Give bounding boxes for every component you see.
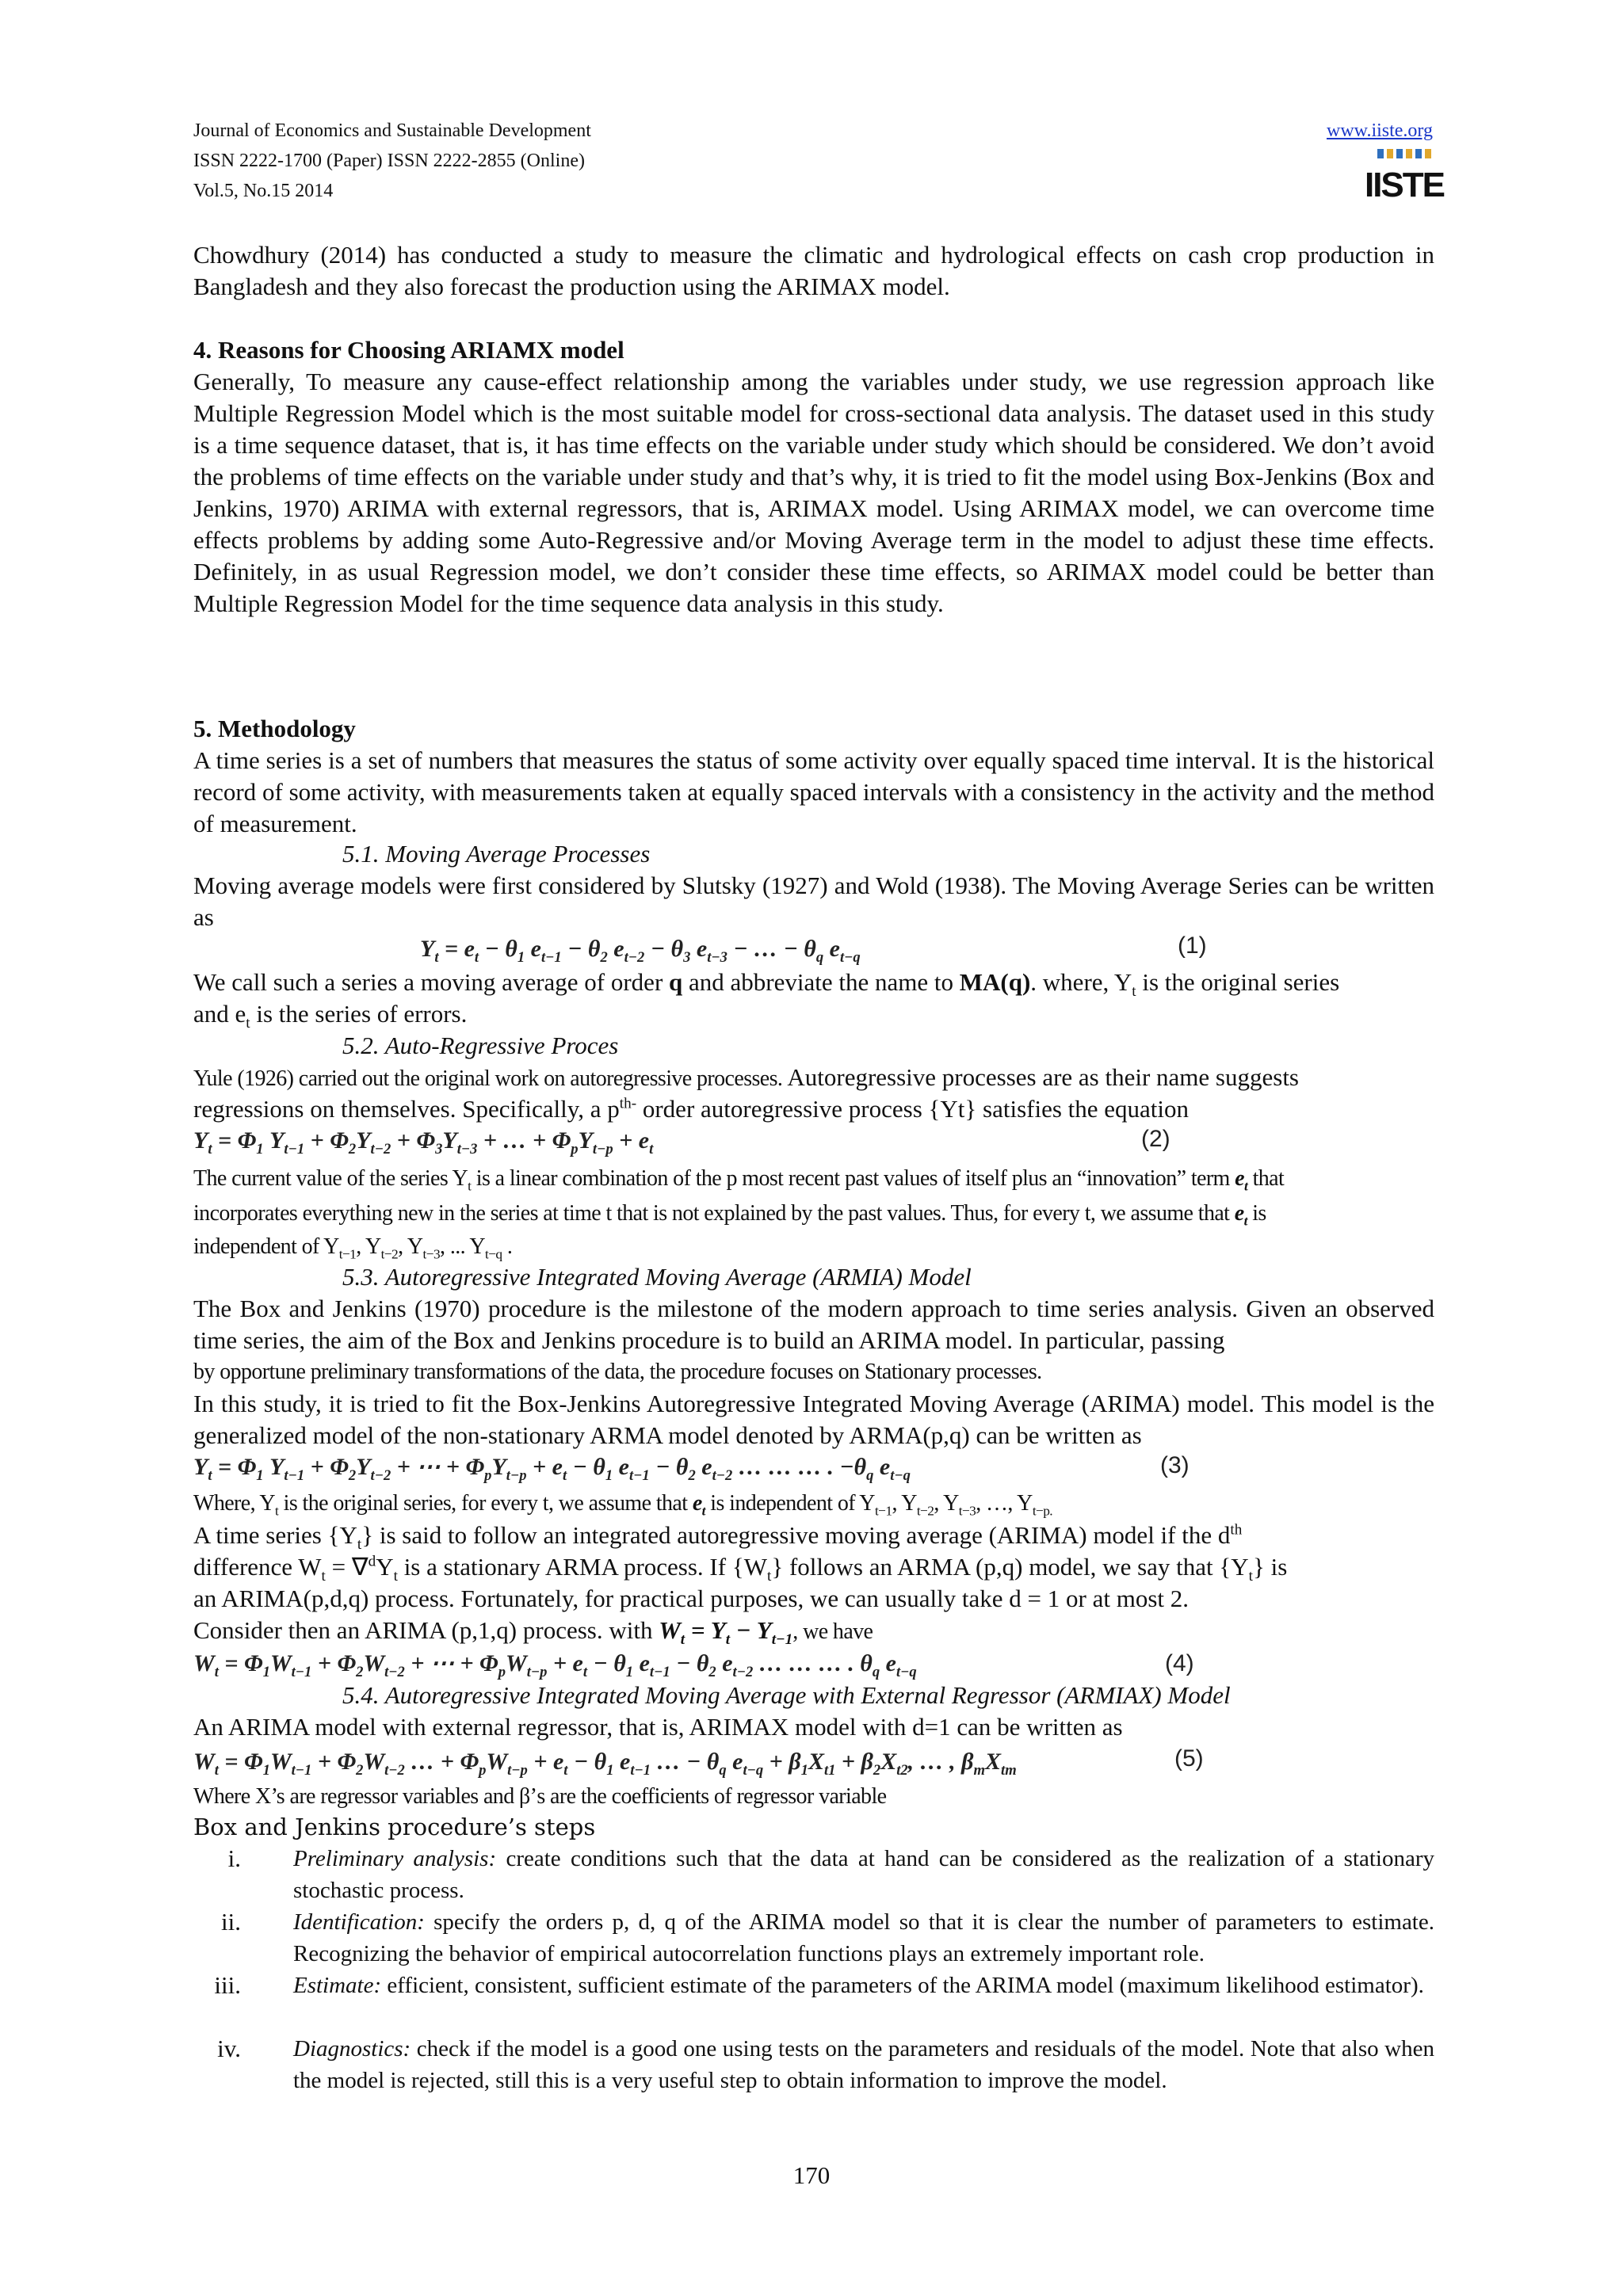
subsection-5-3-title: 5.3. Autoregressive Integrated Moving Average (ARMIA) Model (342, 1263, 972, 1291)
arima-def-line-2: difference $W_t = \nabla^dY_t$ is a stationary ARMA process. If $\{W_t\}$ follows an ARMA (p,q) model, we say that $\{Y_t\}$ is (193, 1553, 1288, 1585)
intro-paragraph: Chowdhury (2014) has conducted a study to measure the climatic and hydrological effects on cash crop production in Bangladesh and they also forecast the production using the ARIMAX model. (193, 241, 1434, 300)
section-4-heading: 4. Reasons for Choosing ARIAMX model (193, 336, 624, 364)
box-jenkins-line-3: by opportune preliminary transformations of the data, the procedure focuses on Stationary processes. (193, 1360, 1042, 1384)
step-4-number: iv. (217, 2035, 241, 2062)
arima-def-line-1: A time series $\{Y_t\}$ is said to follow an integrated autoregressive moving average (ARIMA) model if the $d^{th}$ (193, 1521, 1243, 1554)
step-3-text: Estimate: efficient, consistent, sufficient estimate of the parameters of the ARIMA model (maximum likelihood estimator). (293, 1973, 1424, 1998)
section-4-paragraph: Generally, To measure any cause-effect relationship among the variables under study, we use regression approach like Multiple Regression Model which is the most suitable model for cross-sectional data analysis. The dataset used in this study is a time sequence dataset, that is, it has time effects on the variable under study which should be considered. We don’t avoid the problems of time effects on the variable under study and that’s why, it is tried to fit the model using Box-Jenkins (Box and Jenkins, 1970) ARIMA with external regressors, that is, ARIMAX model. Using ARIMAX model, we can overcome time effects problems by adding some Auto-Regressive and/or Moving Average term in the model to adjust these time effects. Definitely, in as usual Regression model, we don’t consider these time effects, so ARIMAX model could be better than Multiple Regression Model for the time sequence data analysis in this study. (193, 368, 1434, 617)
journal-volume: Vol.5, No.15 2014 (193, 181, 334, 201)
step-1-number: i. (227, 1844, 241, 1872)
equation-3-number: (3) (1160, 1452, 1190, 1478)
journal-header (193, 116, 591, 206)
arima-def-line-3: an ARIMA(p,d,q) process. Fortunately, for practical purposes, we can usually take d = 1 or at most 2. (193, 1585, 1190, 1612)
equation-4-number: (4) (1165, 1650, 1194, 1676)
equation-1-number: (1) (1178, 933, 1207, 959)
page-number: 170 (792, 2161, 831, 2189)
step-3-number: iii. (214, 1971, 241, 1999)
step-2-number: ii. (221, 1908, 241, 1936)
equation-2: $Y_t = \Phi_1$ $Y_{t-1} + \Phi_2Y_{t-2} + \Phi_3Y_{t-3}$ + … + $\Phi_pY_{t-p} + e_t$ (193, 1127, 654, 1158)
ar-intro-line: Yule (1926) carried out the original work on autoregressive processes. Autoregressive processes are as their name suggests (193, 1063, 1299, 1091)
iiste-logo-icon (1364, 149, 1445, 204)
arima-where-line: Where, $Y_t$ is the original series, for every t, we assume that $e_t$ is independent of $Y_{t-1}$, $Y_{t-2}$, $Y_{t-3}$, …, $Y_{t-p.}$ (193, 1491, 1053, 1519)
ma-definition-line: We call such a series a moving average of order q and abbreviate the name to MA(q). where, $Y_t$ is the original series (193, 968, 1340, 1001)
box-jenkins-paragraph: The Box and Jenkins (1970) procedure is the milestone of the modern approach to time series analysis. Given an observed time series, the aim of the Box and Jenkins procedure is to build an ARIMA model. In particular, passing (193, 1295, 1434, 1354)
arima-def-line-4: Consider then an ARIMA (p,1,q) process. with $W_t = Y_t - Y_{t-1}$, we have (193, 1616, 873, 1649)
subsection-5-2-title: 5.2. Auto-Regressive Proces (342, 1032, 619, 1059)
section-5-paragraph: A time series is a set of numbers that measures the status of some activity over equally spaced time interval. It is the historical record of some activity, with measurements taken at equally spaced intervals with a consistency in the activity and the method of measurement. (193, 746, 1434, 837)
equation-1: $Y_t = e_t - \theta_1$ $e_{t-1} - \theta_2$ $e_{t-2} - \theta_3$ $e_{t-3}$ − … − $\theta_q$ $e_{t-q}$ (420, 936, 861, 966)
section-5-heading: 5. Methodology (193, 715, 356, 742)
ar-order-line: regressions on themselves. Specifically, a $p^{th-}$ order autoregressive process {Yt} satisfies the equation (193, 1095, 1190, 1123)
arimax-intro-line: An ARIMA model with external regressor, that is, ARIMAX model with d=1 can be written as (193, 1713, 1123, 1741)
equation-5: $W_t = \Phi_1W_{t-1} + \Phi_2W_{t-2}$ … + $\Phi_pW_{t-p} + e_t - \theta_1$ $e_{t-1}$ … − $\theta_q$ $e_{t-q} + \beta_1X_{t1} + \beta_2X_{t2}$, … , $\beta_mX_{tm}$ (193, 1749, 1017, 1779)
equation-4: $W_t = \Phi_1W_{t-1} + \Phi_2W_{t-2}$ + ⋯ + $\Phi_pW_{t-p} + e_t - \theta_1$ $e_{t-1} - \theta_2$ $e_{t-2}$ … … … . $\theta_q$ $e_{t-q}$ (193, 1650, 917, 1680)
svg-text:IISTE: IISTE (1364, 166, 1445, 204)
step-2-text: Identification: specify the orders p, d, q of the ARIMA model so that it is clear the number of parameters to estimate. Recognizing the behavior of empirical autocorrelation functions plays an extremely important role. (293, 1909, 1434, 1966)
ma-intro-paragraph: Moving average models were first considered by Slutsky (1927) and Wold (1938). The Moving Average Series can be written as (193, 871, 1434, 931)
step-1-text: Preliminary analysis: create conditions such that the data at hand can be considered as the realization of a stationary stochastic process. (293, 1846, 1435, 1903)
step-4-text: Diagnostics: check if the model is a good one using tests on the parameters and residuals of the model. Note that also when the model is rejected, still this is a very useful step to obtain information to improve the model. (293, 2036, 1434, 2093)
ar-explanation-line-3: independent of $Y_{t-1}$, $Y_{t-2}$, $Y_{t-3}$, ... $Y_{t-q}$ . (193, 1234, 513, 1262)
journal-title: Journal of Economics and Sustainable Development (193, 120, 591, 141)
ar-explanation-line-2: incorporates everything new in the series at time t that is not explained by the past values. Thus, for every t, we assume that $e_t$ is (193, 1201, 1266, 1229)
ma-error-line: and $e_t$ is the series of errors. (193, 1000, 468, 1032)
steps-title: Box and Jenkins procedure’s steps (193, 1814, 596, 1840)
arima-intro-paragraph: In this study, it is tried to fit the Box-Jenkins Autoregressive Integrated Moving Average (ARIMA) model. This model is the generalized model of the non-stationary ARMA model denoted by ARMA(p,q) can be written as (193, 1390, 1434, 1449)
journal-url-link[interactable]: www.iiste.org (1327, 120, 1433, 141)
equation-3: $Y_t = \Phi_1$ $Y_{t-1} + \Phi_2Y_{t-2}$ + ⋯ + $\Phi_pY_{t-p} + e_t - \theta_1$ $e_{t-1} - \theta_2$ $e_{t-2}$ … … … . $-\theta_q$ $e_{t-q}$ (193, 1454, 911, 1484)
subsection-5-4-title: 5.4. Autoregressive Integrated Moving Average with External Regressor (ARMIAX) Model (342, 1681, 1231, 1709)
journal-issn: ISSN 2222-1700 (Paper) ISSN 2222-2855 (Online) (193, 151, 585, 171)
arimax-where-line: Where X’s are regressor variables and β’s are the coefficients of regressor variable (193, 1784, 887, 1809)
subsection-5-1-title: 5.1. Moving Average Processes (342, 840, 651, 868)
equation-5-number: (5) (1174, 1745, 1204, 1772)
equation-2-number: (2) (1141, 1126, 1170, 1152)
ar-explanation-line-1: The current value of the series $Y_t$ is a linear combination of the p most recent past values of itself plus an “innovation” term $e_t$ that (193, 1166, 1285, 1194)
